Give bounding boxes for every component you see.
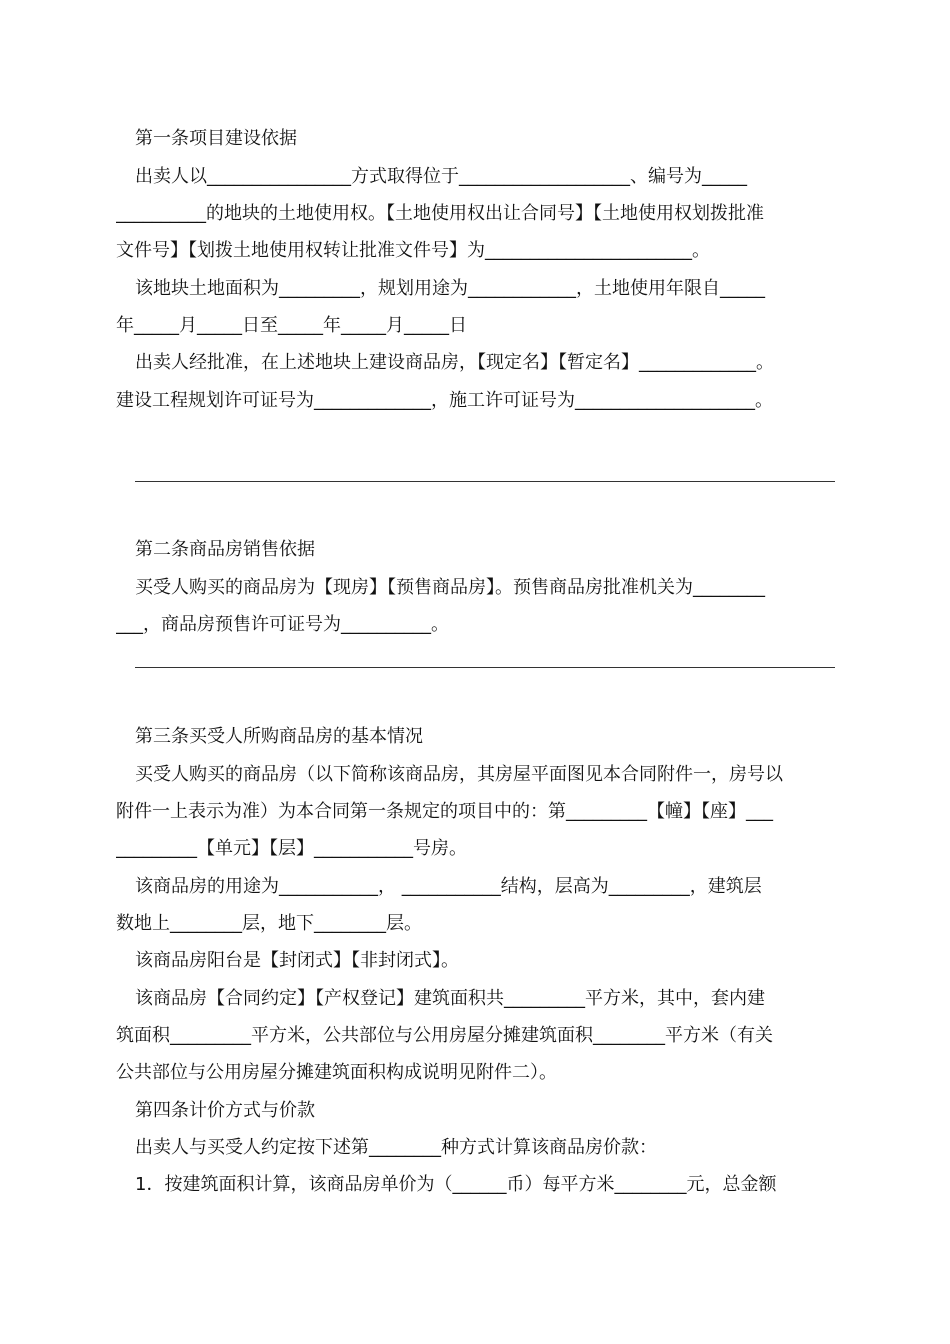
article3-line-8: 筑面积_________平方米，公共部位与公用房屋分摊建筑面积________平方米（有关 [116,1025,773,1046]
article1-line-7: 建设工程规划许可证号为_____________，施工许可证号为____________________。 [116,390,773,411]
article3-line-9: 公共部位与公用房屋分摊建筑面积构成说明见附件二）。 [116,1062,557,1083]
article1-line-3: 文件号】【划拨土地使用权转让批准文件号】为_______________________。 [116,240,710,261]
article4-heading: 第四条计价方式与价款 [135,1100,315,1121]
article3-line-4: 该商品房的用途为___________， ___________结构，层高为_________，建筑层 [135,876,762,897]
article2-line-1: 买受人购买的商品房为【现房】【预售商品房】。预售商品房批准机关为________ [135,577,765,598]
article3-line-5: 数地上________层，地下________层。 [116,913,422,934]
divider-line [135,481,835,482]
article4-line-1: 出卖人与买受人约定按下述第________种方式计算该商品房价款： [135,1137,657,1158]
article1-line-6: 出卖人经批准，在上述地块上建设商品房，【现定名】【暂定名】_____________。 [135,352,774,373]
article1-line-2: __________的地块的土地使用权。【土地使用权出让合同号】【土地使用权划拨批准 [116,203,764,224]
article2-line-2: ___，商品房预售许可证号为__________。 [116,614,449,635]
divider-line [135,667,835,668]
article1-line-5: 年_____月_____日至_____年_____月_____日 [116,315,467,336]
article1-line-4: 该地块土地面积为_________，规划用途为____________，土地使用年限自_____ [135,278,765,299]
article3-line-7: 该商品房【合同约定】【产权登记】建筑面积共_________平方米，其中，套内建 [135,988,765,1009]
article3-line-3: _________【单元】【层】___________号房。 [116,838,467,859]
article1-heading: 第一条项目建设依据 [135,128,297,149]
article4-line-2: 1．按建筑面积计算，该商品房单价为（______币）每平方米________元，总金额 [135,1174,777,1195]
article3-line-6: 该商品房阳台是【封闭式】【非封闭式】。 [135,950,459,971]
article3-heading: 第三条买受人所购商品房的基本情况 [135,726,423,747]
article1-line-1: 出卖人以________________方式取得位于___________________、编号为_____ [135,166,747,187]
article3-line-1: 买受人购买的商品房（以下简称该商品房，其房屋平面图见本合同附件一，房号以 [135,764,783,785]
article2-heading: 第二条商品房销售依据 [135,539,315,560]
article3-line-2: 附件一上表示为准）为本合同第一条规定的项目中的：第_________【幢】【座】___ [116,801,773,822]
